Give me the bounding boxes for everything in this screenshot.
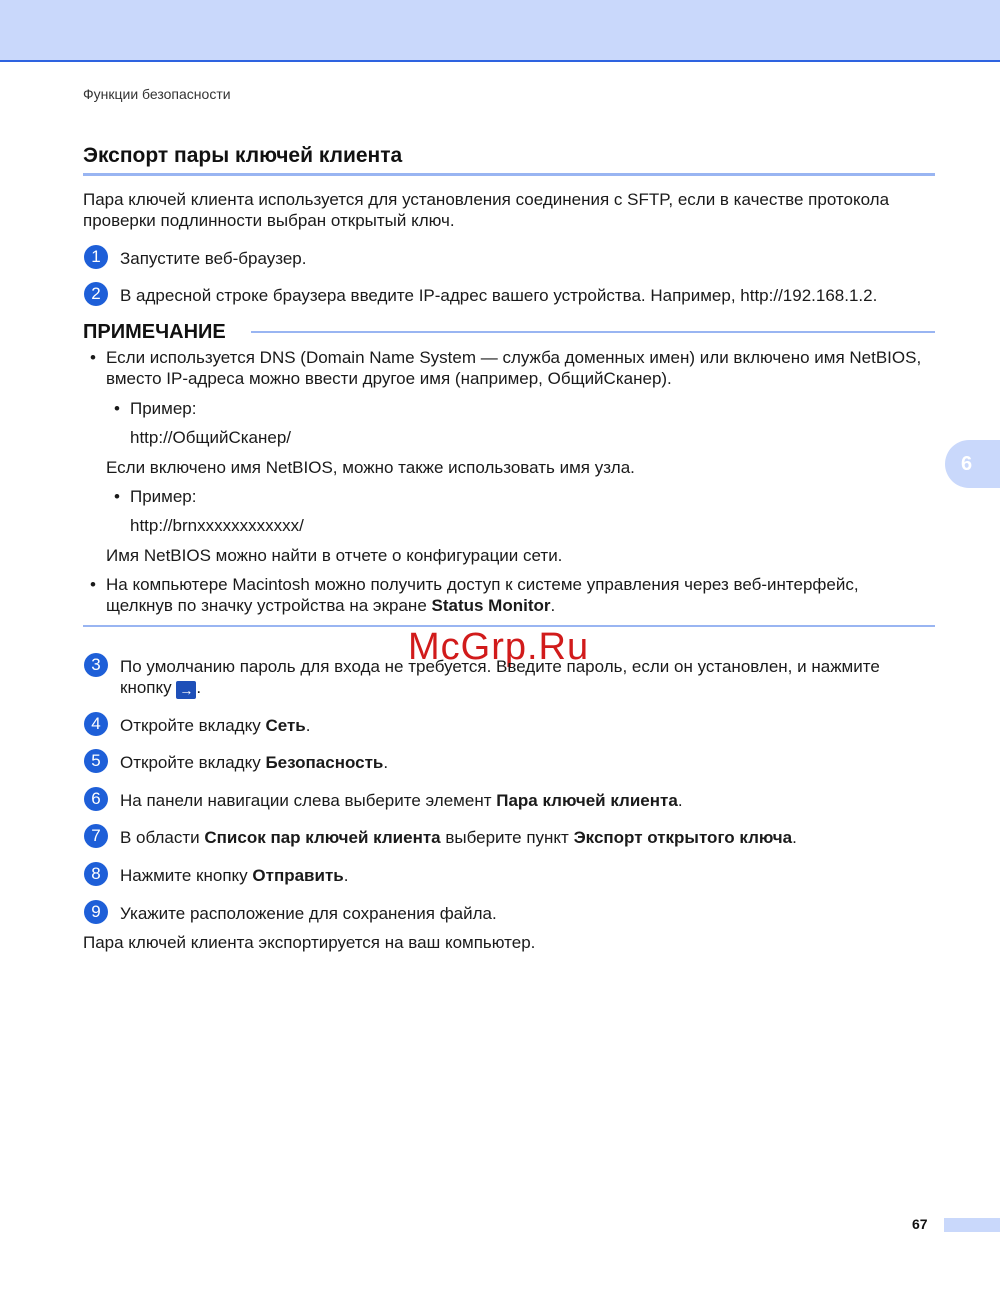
step-4-text: Откройте вкладку Сеть. [120, 716, 311, 735]
step-5-badge: 5 [84, 749, 108, 773]
note-title: ПРИМЕЧАНИЕ [83, 321, 226, 343]
page-number: 67 [912, 1216, 928, 1232]
step-1-badge: 1 [84, 245, 108, 269]
step-7-badge: 7 [84, 824, 108, 848]
note-bullet-2-dot: • [90, 575, 96, 594]
step-3-badge: 3 [84, 653, 108, 677]
step-2-text: В адресной строке браузера введите IP-адрес вашего устройства. Например, http://192.168.1.2. [120, 286, 878, 305]
example-1-label: Пример: [130, 399, 197, 418]
example-2-url: http://brnxxxxxxxxxxxx/ [130, 516, 304, 535]
step-9-badge: 9 [84, 900, 108, 924]
note-bullet-1-dot: • [90, 348, 96, 367]
step-1-text: Запустите веб-браузер. [120, 249, 307, 268]
status-monitor-term: Status Monitor [431, 596, 551, 615]
example-2-dot: • [114, 487, 120, 506]
note-bullet-1-line-1: Если используется DNS (Domain Name System — служба доменных имен) или включено имя NetBIOS, [106, 348, 922, 367]
step-8-badge: 8 [84, 862, 108, 886]
chapter-tab: 6 [945, 440, 1000, 488]
step-2-badge: 2 [84, 282, 108, 306]
step-9-text: Укажите расположение для сохранения файла. [120, 904, 497, 923]
step-6-badge: 6 [84, 787, 108, 811]
step-7-text: В области Список пар ключей клиента выберите пункт Экспорт открытого ключа. [120, 828, 797, 847]
step-5-text: Откройте вкладку Безопасность. [120, 753, 389, 772]
running-header: Функции безопасности [83, 86, 231, 102]
arrow-right-icon: → [176, 681, 196, 699]
intro-line-1: Пара ключей клиента используется для установления соединения с SFTP, если в качестве протокола [83, 190, 890, 209]
note-bullet-1-line-2: вместо IP-адреса можно ввести другое имя (например, ОбщийСканер). [106, 369, 672, 388]
note-rule-top [251, 331, 935, 333]
netbios-find-text: Имя NetBIOS можно найти в отчете о конфигурации сети. [106, 546, 563, 565]
top-band [0, 0, 1000, 62]
example-1-dot: • [114, 399, 120, 418]
page-number-bar [944, 1218, 1000, 1232]
result-text: Пара ключей клиента экспортируется на ваш компьютер. [83, 933, 536, 952]
step-8-text: Нажмите кнопку Отправить. [120, 866, 349, 885]
step-4-badge: 4 [84, 712, 108, 736]
watermark: McGrp.Ru [408, 626, 590, 668]
title-underline [83, 173, 935, 176]
step-3-line-2: кнопку → . [120, 678, 202, 698]
example-1-url: http://ОбщийСканер/ [130, 428, 292, 447]
example-2-label: Пример: [130, 487, 197, 506]
page-title: Экспорт пары ключей клиента [83, 144, 403, 167]
note-bullet-2-line-2: щелкнув по значку устройства на экране Status Monitor. [106, 596, 556, 615]
intro-line-2: проверки подлинности выбран открытый ключ. [83, 211, 455, 230]
note-bullet-2-line-1: На компьютере Macintosh можно получить доступ к системе управления через веб-интерфейс, [106, 575, 859, 594]
step-3-line-1: По умолчанию пароль для входа не требуется. Введите пароль, если он установлен, и нажмите [120, 657, 880, 676]
netbios-text: Если включено имя NetBIOS, можно также использовать имя узла. [106, 458, 635, 477]
step-6-text: На панели навигации слева выберите элемент Пара ключей клиента. [120, 791, 683, 810]
